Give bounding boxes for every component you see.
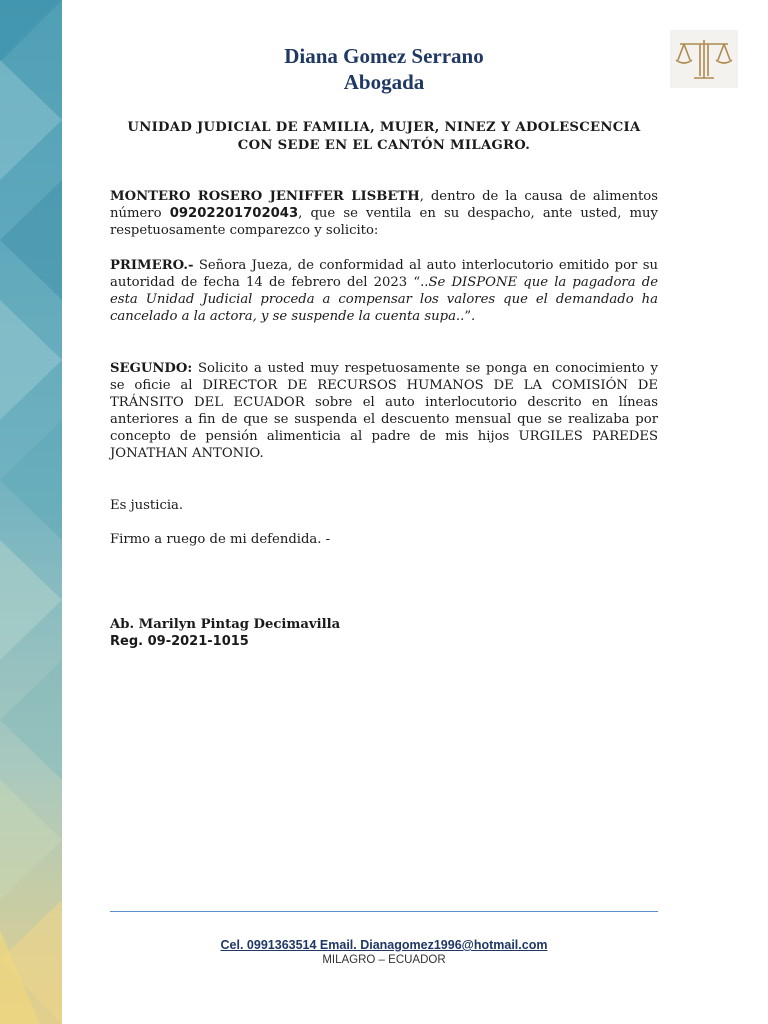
lawyer-name: Diana Gomez Serrano [284,44,484,68]
primero-quote: Se DISPONE que la pagadora de esta Unidad Judicial proceda a compensar los valores que el demandado ha cancelado a la actora, y se suspende la cuenta supa.. [110,275,658,324]
primero-text: Señora Jueza, de conformidad al auto interlocutorio emitido por su autoridad de fecha 14 de febrero del 2023 “.. [110,258,658,290]
decorative-side-band [0,0,62,1024]
es-justicia: Es justicia. [110,498,184,513]
primero-paragraph [110,257,658,325]
segundo-heading: SEGUNDO: [110,361,193,376]
case-number: 09202201702043 [169,206,299,221]
footer-divider [110,911,658,912]
court-line-1: UNIDAD JUDICIAL DE FAMILIA, MUJER, NINEZ Y ADOLESCENCIA [127,120,641,135]
intro-text-a: , dentro de la causa de alimentos número [110,189,658,221]
footer-contact[interactable]: Cel. 0991363514 Email. Dianagomez1996@hotmail.com [220,938,548,952]
segundo-paragraph [110,360,658,462]
intro-text-b: , que se ventila en su despacho, ante usted, muy respetuosamente comparezco y solicito: [110,206,659,238]
segundo-text: Solicito a usted muy respetuosamente se ponga en conocimiento y se oficie al DIRECTOR DE RECURSOS HUMANOS DE LA COMISIÓN DE TRÁNSITO DEL ECUADOR sobre el auto interlocutorio descrito en líneas anteriores a fin de que se suspenda el descuento mensual que se realizaba por concepto de pensión alimenticia al padre de mis hijos URGILES PAREDES JONATHAN ANTONIO. [110,361,658,461]
lawyer-title: Abogada [343,70,425,94]
court-line-2: CON SEDE EN EL CANTÓN MILAGRO. [237,138,531,153]
signature-name: Ab. Marilyn Pintag Decimavilla [110,617,341,632]
party-name: MONTERO ROSERO JENIFFER LISBETH [110,189,420,204]
intro-paragraph [110,188,658,239]
signature-registration: Reg. 09-2021-1015 [110,634,249,649]
primero-heading: PRIMERO.- [110,258,194,273]
scales-icon [670,30,738,88]
footer-city: MILAGRO – ECUADOR [322,954,446,966]
scales-of-justice-logo [670,30,738,88]
firmo-a-ruego: Firmo a ruego de mi defendida. - [110,532,331,547]
court-addressee [110,119,658,155]
primero-closing: ”. [464,309,476,324]
